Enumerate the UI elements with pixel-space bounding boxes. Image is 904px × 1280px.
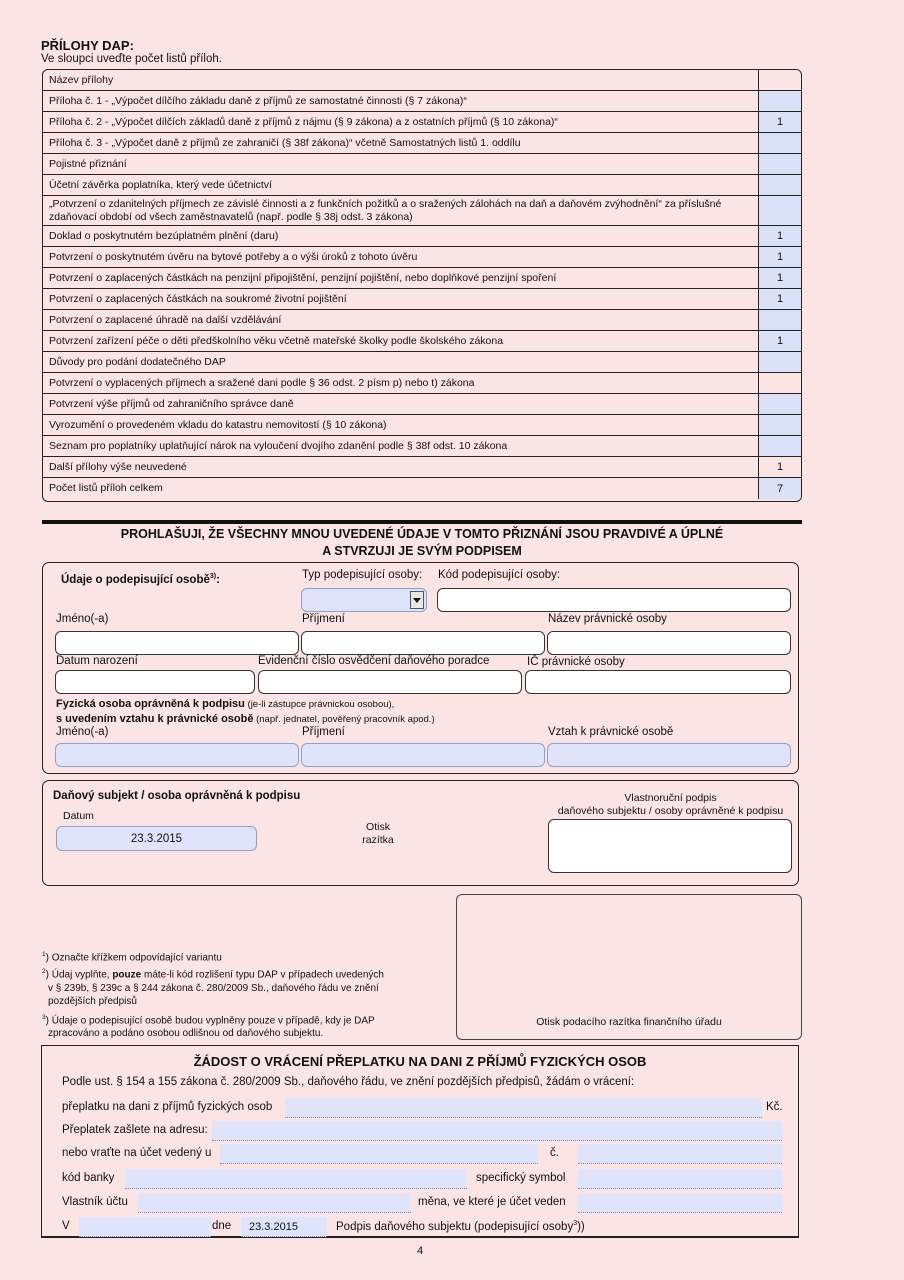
attachment-count-input[interactable]: 1 bbox=[758, 331, 801, 351]
signature-label1: Vlastnoruční podpis bbox=[624, 792, 717, 804]
attachment-count-input[interactable]: 1 bbox=[758, 289, 801, 309]
footnote-3-line2: zpracováno a podáno osobou odlišnou od daňového subjektu. bbox=[48, 1027, 324, 1039]
attachment-label: Účetní závěrka poplatníka, který vede účetnictví bbox=[49, 178, 272, 191]
divider bbox=[42, 520, 802, 524]
auth-line1: Fyzická osoba oprávněná k podpisu (je-li zástupce právnickou osobou), bbox=[56, 698, 395, 710]
table-row bbox=[43, 415, 801, 436]
footnotes bbox=[42, 948, 384, 1040]
ic-label: IČ právnické osoby bbox=[527, 656, 625, 668]
attachment-label: Příloha č. 2 - „Výpočet dílčích základů daně z příjmů z nájmu (§ 9 zákona) a z ostatních příjmů (§ 10 zákona)“ bbox=[49, 115, 558, 128]
table-row bbox=[43, 112, 801, 133]
signature-box[interactable] bbox=[548, 819, 792, 873]
attachments-table bbox=[42, 69, 802, 502]
overpay-label: přeplatku na dani z příjmů fyzických osob bbox=[62, 1101, 273, 1113]
attachment-count-input[interactable] bbox=[758, 352, 801, 372]
auth-surname-label: Příjmení bbox=[302, 726, 345, 738]
birth-label: Datum narození bbox=[56, 655, 138, 667]
type-label: Typ podepisující osoby: bbox=[302, 569, 423, 581]
table-row bbox=[43, 268, 801, 289]
attachment-label: „Potvrzení o zdanitelných příjmech ze závislé činnosti a z funkčních požitků a o sražených zálohách na daň a daňovém zvýhodnění“ za příslušné zdaňovací období od všech zaměstnavatelů (např. podle § 38j odst. 3 zákona) bbox=[49, 197, 722, 223]
owner-input[interactable] bbox=[138, 1193, 411, 1213]
account-bank-label: nebo vraťte na účet vedený u bbox=[62, 1147, 212, 1159]
attachments-title: PŘÍLOHY DAP: bbox=[41, 38, 134, 53]
attachment-label: Potvrzení o zaplacených částkách na soukromé životní pojištění bbox=[49, 292, 347, 305]
footnote-2: $^2$) Údaj vyplňte, pouze máte-li kód rozlišení typu DAP v případech uvedených bbox=[42, 968, 384, 981]
attachment-count-input[interactable] bbox=[758, 91, 801, 111]
address-input[interactable] bbox=[212, 1121, 782, 1141]
attachment-label: Potvrzení zařízení péče o děti předškolního věku včetně mateřské školky podle školského zákona bbox=[49, 334, 504, 347]
refund-date-label: dne bbox=[212, 1220, 232, 1232]
table-row bbox=[43, 154, 801, 175]
office-stamp-label: Otisk podacího razítka finančního úřadu bbox=[536, 1016, 722, 1028]
bank-code-label: kód banky bbox=[62, 1172, 115, 1184]
advisor-input[interactable] bbox=[258, 670, 522, 694]
attachment-count-input[interactable]: 1 bbox=[758, 268, 801, 288]
auth-line2: s uvedením vztahu k právnické osobě (např. jednatel, pověřený pracovník apod.) bbox=[56, 713, 435, 725]
signer-title: Údaje o podepisující osobě$^{3)}$: bbox=[61, 573, 220, 586]
table-row bbox=[43, 133, 801, 154]
attachment-label: Důvody pro podání dodatečného DAP bbox=[49, 355, 226, 368]
table-row bbox=[43, 457, 801, 478]
surname-input[interactable] bbox=[301, 631, 545, 655]
auth-name-input[interactable] bbox=[55, 743, 299, 767]
table-row bbox=[43, 394, 801, 415]
currency-label: Kč. bbox=[766, 1101, 783, 1113]
advisor-label: Evidenční číslo osvědčení daňového poradce bbox=[258, 655, 490, 667]
attachment-count-input[interactable] bbox=[758, 436, 801, 456]
table-row bbox=[43, 331, 801, 352]
attachment-count-input[interactable] bbox=[758, 415, 801, 435]
date-input[interactable]: 23.3.2015 bbox=[56, 826, 257, 851]
attachments-subtitle: Ve sloupci uveďte počet listů příloh. bbox=[41, 53, 222, 65]
date-label: Datum bbox=[63, 810, 94, 822]
attachment-count-input[interactable]: 1 bbox=[758, 247, 801, 267]
legal-name-label: Název právnické osoby bbox=[548, 613, 667, 625]
attachment-count-input[interactable] bbox=[758, 175, 801, 195]
name-label: Jméno(-a) bbox=[56, 613, 109, 625]
subject-title: Daňový subjekt / osoba oprávněná k podpisu bbox=[53, 790, 301, 802]
attachment-count-input[interactable] bbox=[758, 373, 801, 393]
attachment-count-input[interactable]: 7 bbox=[758, 478, 801, 499]
attachment-count-input[interactable]: 1 bbox=[758, 112, 801, 132]
stamp-label2: razítka bbox=[362, 834, 394, 846]
footnote-3: $^3$) Údaje o podepisující osobě budou vyplněny pouze v případě, kdy je DAP bbox=[42, 1013, 375, 1026]
attachment-label: Počet listů příloh celkem bbox=[49, 482, 163, 494]
surname-label: Příjmení bbox=[302, 613, 345, 625]
ic-input[interactable] bbox=[525, 670, 791, 694]
table-row bbox=[43, 289, 801, 310]
attachment-label: Doklad o poskytnutém bezúplatném plnění (daru) bbox=[49, 229, 279, 242]
table-header-count bbox=[758, 70, 801, 90]
attachment-label: Seznam pro poplatníky uplatňující nárok na vyloučení dvojího zdanění podle § 38f odst. 10 zákona bbox=[49, 439, 508, 452]
account-bank-input[interactable] bbox=[220, 1144, 538, 1164]
table-row bbox=[43, 175, 801, 196]
table-row bbox=[43, 310, 801, 331]
type-select[interactable] bbox=[301, 588, 427, 612]
page-number: 4 bbox=[416, 1245, 424, 1257]
footnote-1: $^1$) Označte křížkem odpovídající variantu bbox=[42, 951, 222, 964]
table-row bbox=[43, 226, 801, 247]
stamp-label1: Otisk bbox=[366, 821, 390, 833]
relation-label: Vztah k právnické osobě bbox=[548, 726, 674, 738]
table-row bbox=[43, 436, 801, 457]
overpay-input[interactable] bbox=[285, 1098, 762, 1118]
account-currency-label: měna, ve které je účet veden bbox=[418, 1196, 566, 1208]
attachment-label: Příloha č. 3 - „Výpočet daně z příjmů ze zahraničí (§ 38f zákona)“ včetně Samostatných listů 1. oddílu bbox=[49, 136, 521, 149]
attachment-label: Příloha č. 1 - „Výpočet dílčího základu daně z příjmů ze samostatné činnosti (§ 7 zákona)“ bbox=[49, 94, 467, 107]
owner-label: Vlastník účtu bbox=[62, 1196, 128, 1208]
table-row bbox=[43, 373, 801, 394]
code-label: Kód podepisující osoby: bbox=[438, 569, 561, 581]
declaration-line2: A STVRZUJI JE SVÝM PODPISEM bbox=[322, 544, 522, 558]
table-row bbox=[43, 247, 801, 268]
footnote-2-line2: v § 239b, § 239c a § 244 zákona č. 280/2009 Sb., daňového řádu ve znění bbox=[48, 982, 379, 994]
table-header-label: Název přílohy bbox=[49, 73, 114, 86]
attachment-count-input[interactable] bbox=[758, 196, 801, 225]
relation-input[interactable] bbox=[547, 743, 791, 767]
symbol-label: specifický symbol bbox=[476, 1172, 566, 1184]
signature-label2: daňového subjektu / osoby oprávněné k podpisu bbox=[557, 805, 784, 817]
place-input[interactable] bbox=[79, 1217, 211, 1237]
refund-intro: Podle ust. § 154 a 155 zákona č. 280/2009 Sb., daňového řádu, ve znění pozdějších předpisů, žádám o vrácení: bbox=[62, 1076, 635, 1088]
attachment-label: Potvrzení o zaplacených částkách na penzijní připojištění, penzijní pojištění, nebo doplňkové penzijní spoření bbox=[49, 271, 557, 284]
chevron-down-icon[interactable] bbox=[410, 591, 424, 609]
auth-name-label: Jméno(-a) bbox=[56, 726, 109, 738]
attachment-label: Potvrzení o vyplacených příjmech a sražené dani podle § 36 odst. 2 písm p) nebo t) zákona bbox=[49, 376, 475, 389]
refund-sign-label: Podpis daňového subjektu (podepisující osoby$^3$)) bbox=[336, 1220, 585, 1233]
attachment-label: Potvrzení o poskytnutém úvěru na bytové potřeby a o výši úroků z tohoto úvěru bbox=[49, 250, 418, 263]
birth-input[interactable] bbox=[55, 670, 255, 694]
table-header-row bbox=[43, 70, 801, 91]
attachment-count-input[interactable]: 1 bbox=[758, 226, 801, 246]
attachment-count-input[interactable] bbox=[758, 394, 801, 414]
auth-surname-input[interactable] bbox=[301, 743, 545, 767]
table-row bbox=[43, 478, 801, 499]
refund-panel bbox=[41, 1045, 799, 1238]
attachment-count-input[interactable]: 1 bbox=[758, 457, 801, 477]
attachment-label: Další přílohy výše neuvedené bbox=[49, 460, 187, 473]
code-input[interactable] bbox=[437, 588, 791, 612]
attachment-count-input[interactable] bbox=[758, 133, 801, 153]
account-currency-input[interactable] bbox=[578, 1193, 782, 1213]
office-stamp-box bbox=[456, 894, 802, 1040]
footnote-2-line3: pozdějších předpisů bbox=[48, 995, 137, 1007]
legal-name-input[interactable] bbox=[547, 631, 791, 655]
bank-code-input[interactable] bbox=[125, 1169, 467, 1189]
refund-title: ŽÁDOST O VRÁCENÍ PŘEPLATKU NA DANI Z PŘÍJMŮ FYZICKÝCH OSOB bbox=[193, 1054, 647, 1069]
subject-panel bbox=[42, 780, 799, 886]
name-input[interactable] bbox=[55, 631, 299, 655]
attachment-label: Potvrzení výše příjmů od zahraničního správce daně bbox=[49, 397, 294, 410]
refund-date-input[interactable]: 23.3.2015 bbox=[241, 1217, 327, 1237]
account-number-label: č. bbox=[550, 1147, 559, 1159]
table-row bbox=[43, 196, 801, 226]
table-row bbox=[43, 91, 801, 112]
table-row bbox=[43, 352, 801, 373]
address-label: Přeplatek zašlete na adresu: bbox=[62, 1124, 208, 1136]
attachment-label: Pojistné přiznání bbox=[49, 157, 127, 170]
attachment-label: Potvrzení o zaplacené úhradě na další vzdělávání bbox=[49, 313, 282, 326]
signer-panel bbox=[42, 562, 799, 774]
place-label: V bbox=[62, 1220, 70, 1232]
symbol-input[interactable] bbox=[578, 1169, 782, 1189]
account-number-input[interactable] bbox=[578, 1144, 782, 1164]
declaration-line1: PROHLAŠUJI, ŽE VŠECHNY MNOU UVEDENÉ ÚDAJE V TOMTO PŘIZNÁNÍ JSOU PRAVDIVÉ A ÚPLNÉ bbox=[120, 527, 724, 541]
attachment-label: Vyrozumění o provedeném vkladu do katastru nemovitostí (§ 10 zákona) bbox=[49, 418, 387, 431]
attachment-count-input[interactable] bbox=[758, 310, 801, 330]
attachment-count-input[interactable] bbox=[758, 154, 801, 174]
